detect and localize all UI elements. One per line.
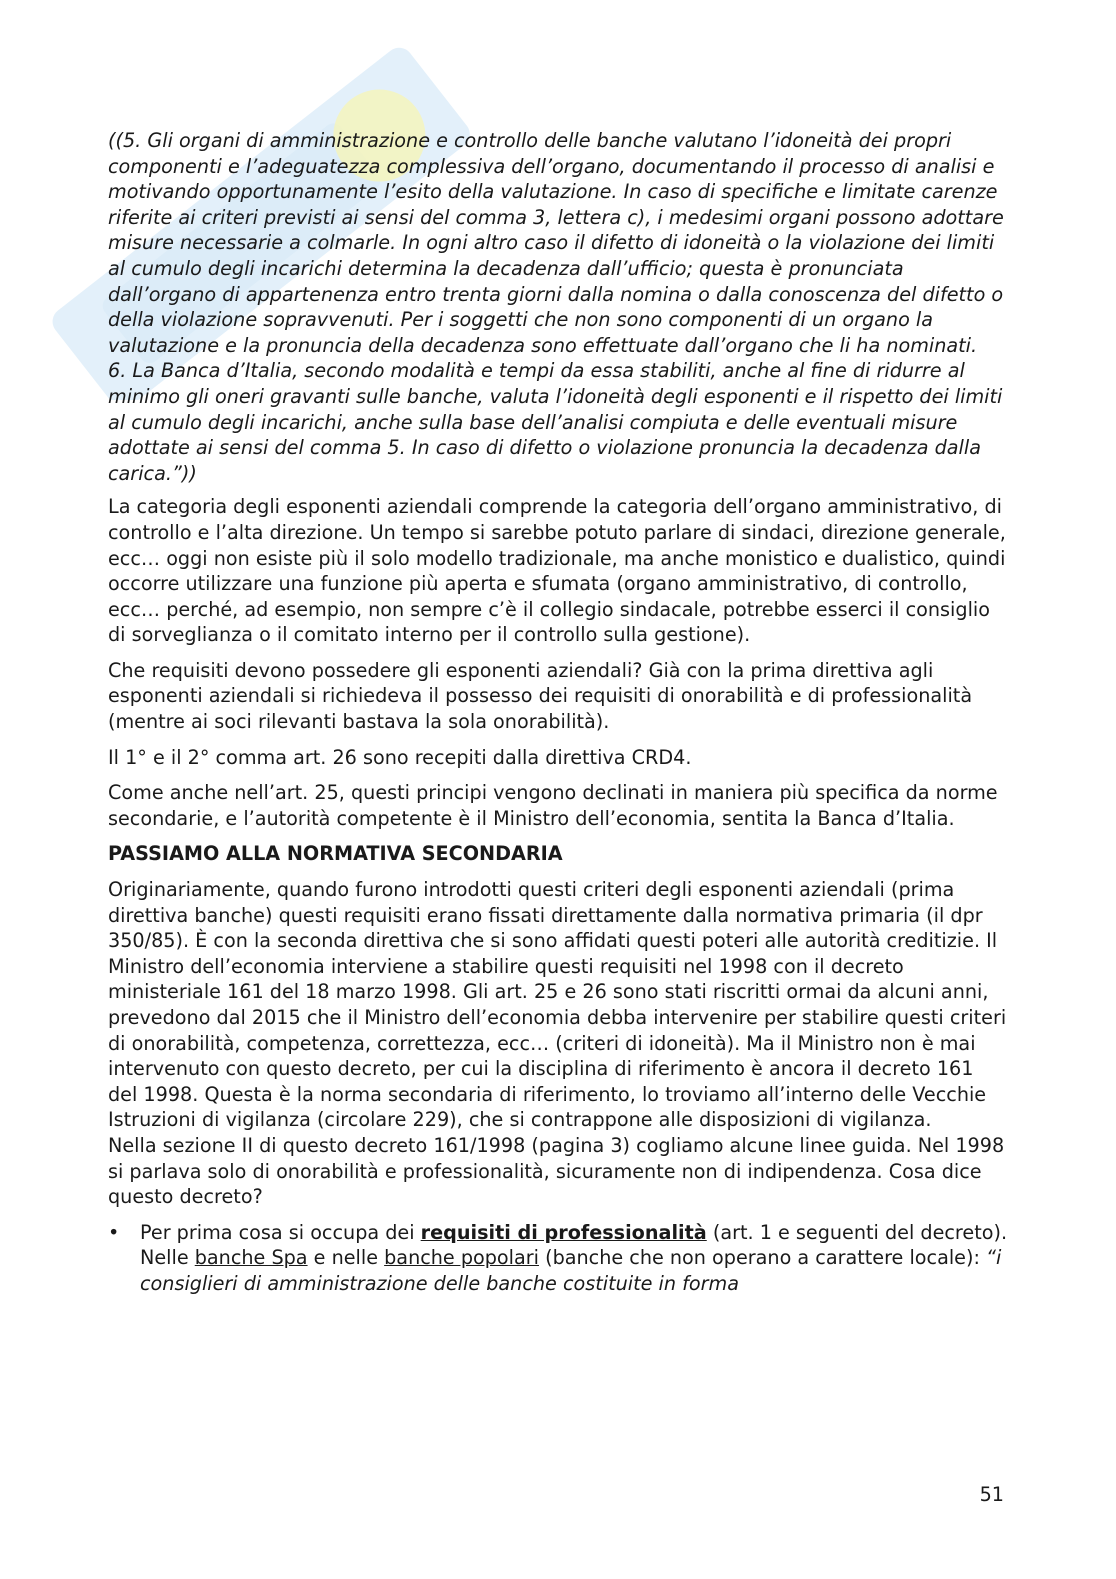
quote-paragraph-6: 6. La Banca d’Italia, secondo modalità e tempi da essa stabiliti, anche al fine di ridurre al minimo gli oneri gravanti sulle banche, valuta l’idoneità degli esponenti e il rispetto dei limiti al cumulo degli incarichi, anche sulla base dell’analisi compiuta e delle eventuali misure adottate ai sensi del comma 5. In caso di difetto o violazione pronuncia la decadenza dalla carica.”)) xyxy=(108,359,1003,485)
bullet-text: e nelle xyxy=(307,1246,385,1270)
bullet-bold-term: requisiti di professionalità xyxy=(420,1220,707,1244)
paragraph-requisiti: Che requisiti devono possedere gli esponenti aziendali? Già con la prima direttiva agli esponenti aziendali si richiedeva il possesso dei requisiti di onorabilità e di professionalità (mentre ai soci rilevanti bastava la sola onorabilità). xyxy=(108,658,973,734)
page-content xyxy=(108,128,1008,1297)
paragraph-crd4: Il 1° e il 2° comma art. 26 sono recepiti dalla direttiva CRD4. xyxy=(108,745,692,769)
bullet-marker: • xyxy=(108,1220,120,1244)
paragraph-decreto: Nella sezione II di questo decreto 161/1998 (pagina 3) cogliamo alcune linee guida. Nel 1998 si parlava solo di onorabilità e professionalità, sicuramente non di indipendenza. Cosa dice questo decreto? xyxy=(108,1133,1005,1209)
bullet-underlined-term: banche popolari xyxy=(384,1246,539,1270)
bullet-quote: “i consiglieri di amministrazione delle banche costituite in forma xyxy=(140,1246,1002,1295)
section-heading: PASSIAMO ALLA NORMATIVA SECONDARIA xyxy=(108,842,563,866)
paragraph-esponenti: La categoria degli esponenti aziendali comprende la categoria dell’organo amministrativo, di controllo e l’alta direzione. Un tempo si sarebbe potuto parlare di sindaci, direzione generale, ecc… oggi non esiste più il solo modello tradizionale, ma anche monistico e dualistico, quindi occorre utilizzare una funzione più aperta e sfumata (organo amministrativo, di controllo, ecc… perché, ad esempio, non sempre c’è il collegio sindacale, potrebbe esserci il consiglio di sorveglianza o il comitato interno per il controllo sulla gestione). xyxy=(108,495,1006,647)
bullet-text: (banche che non operano a carattere locale): xyxy=(538,1246,987,1270)
paragraph-art25: Come anche nell’art. 25, questi principi vengono declinati in maniera più specifica da norme secondarie, e l’autorità competente è il Ministro dell’economia, sentita la Banca d’Italia. xyxy=(108,781,998,830)
page-number: 51 xyxy=(979,1483,1004,1506)
bullet-item-professionalita xyxy=(108,1220,1008,1297)
bullet-text: Per prima cosa si occupa dei xyxy=(140,1220,421,1244)
quote-paragraph-5: ((5. Gli organi di amministrazione e controllo delle banche valutano l’idoneità dei propri componenti e l’adeguatezza complessiva dell’organo, documentando il processo di analisi e motivando opportunamente l’esito della valutazione. In caso di specifiche e limitate carenze riferite ai criteri previsti ai sensi del comma 3, lettera c), i medesimi organi possono adottare misure necessarie a colmarle. In ogni altro caso il difetto di idoneità o la violazione dei limiti al cumulo degli incarichi determina la decadenza dall’ufficio; questa è pronunciata dall’organo di appartenenza entro trenta giorni dalla nomina o dalla conoscenza del difetto o della violazione sopravvenuti. Per i soggetti che non sono componenti di un organo la valutazione e la pronuncia della decadenza sono effettuate dall’organo che li ha nominati. xyxy=(108,129,1004,357)
paragraph-normativa: Originariamente, quando furono introdotti questi criteri degli esponenti aziendali (prima direttiva banche) questi requisiti erano fissati direttamente dalla normativa primaria (il dpr 350/85). È con la seconda direttiva che si sono affidati questi poteri alle autorità creditizie. Il Ministro dell’economia interviene a stabilire questi requisiti nel 1998 con il decreto ministeriale 161 del 18 marzo 1998. Gli art. 25 e 26 sono stati riscritti ormai da alcuni anni, prevedono dal 2015 che il Ministro dell’economia debba intervenire per stabilire questi criteri di onorabilità, competenza, correttezza, ecc… (criteri di idoneità). Ma il Ministro non è mai intervenuto con questo decreto, per cui la disciplina di riferimento è ancora il decreto 161 del 1998. Questa è la norma secondaria di riferimento, lo troviamo all’interno delle Vecchie Istruzioni di vigilanza (circolare 229), che si contrappone alle disposizioni di vigilanza. xyxy=(108,878,1007,1132)
quoted-article xyxy=(108,128,1008,486)
bullet-text: (art. 1 e seguenti del decreto). Nelle xyxy=(140,1220,1008,1270)
bullet-underlined-term: banche Spa xyxy=(194,1246,308,1270)
